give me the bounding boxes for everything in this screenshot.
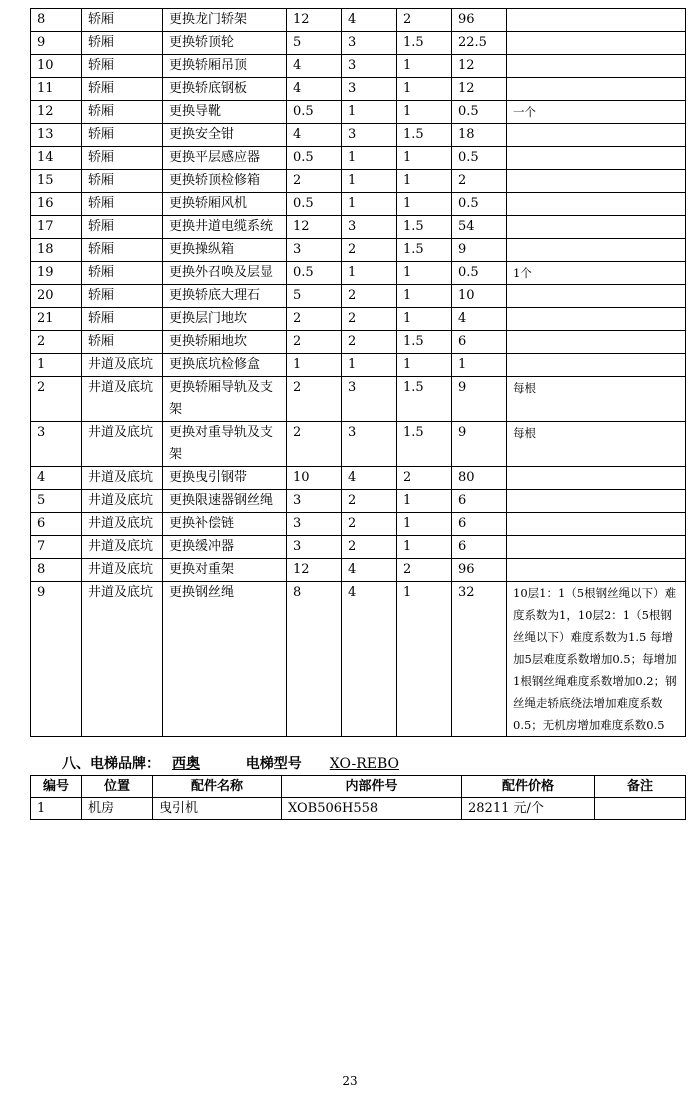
table-row (31, 124, 686, 147)
row-value-c: 1.5 (397, 422, 452, 467)
row-value-a: 3 (287, 513, 342, 536)
row-value-b: 3 (342, 55, 397, 78)
header-part-name: 配件名称 (153, 776, 282, 798)
row-note (507, 354, 686, 377)
row-value-b: 4 (342, 559, 397, 582)
row-value-b: 4 (342, 582, 397, 737)
row-location: 井道及底坑 (82, 422, 163, 467)
row-no: 8 (31, 559, 82, 582)
table-row (31, 559, 686, 582)
table-row (31, 354, 686, 377)
row-note (507, 216, 686, 239)
header-note: 备注 (595, 776, 686, 798)
row-value-a: 3 (287, 239, 342, 262)
row-value-d: 18 (452, 124, 507, 147)
row-location: 轿厢 (82, 193, 163, 216)
row-value-d: 9 (452, 377, 507, 422)
row-value-a: 0.5 (287, 262, 342, 285)
row-value-a: 0.5 (287, 193, 342, 216)
part-number: XOB506H558 (282, 798, 462, 820)
row-no: 7 (31, 536, 82, 559)
row-item: 更换补偿链 (163, 513, 287, 536)
row-note (507, 78, 686, 101)
table-row (31, 798, 686, 820)
part-location: 机房 (82, 798, 153, 820)
row-value-b: 2 (342, 239, 397, 262)
row-location: 井道及底坑 (82, 536, 163, 559)
row-no: 3 (31, 422, 82, 467)
row-no: 13 (31, 124, 82, 147)
row-no: 6 (31, 513, 82, 536)
row-value-b: 1 (342, 354, 397, 377)
row-no: 2 (31, 331, 82, 354)
table-row (31, 193, 686, 216)
row-value-c: 1.5 (397, 331, 452, 354)
table-row (31, 377, 686, 422)
row-value-d: 9 (452, 422, 507, 467)
row-value-a: 5 (287, 285, 342, 308)
row-value-c: 1.5 (397, 239, 452, 262)
model-value: XO-REBO (329, 756, 399, 772)
table-row (31, 262, 686, 285)
row-value-b: 3 (342, 32, 397, 55)
row-value-a: 4 (287, 78, 342, 101)
table-row (31, 422, 686, 467)
row-note (507, 490, 686, 513)
row-value-c: 1 (397, 147, 452, 170)
row-no: 19 (31, 262, 82, 285)
part-no: 1 (31, 798, 82, 820)
row-value-b: 1 (342, 170, 397, 193)
row-item: 更换底坑检修盒 (163, 354, 287, 377)
table-row (31, 513, 686, 536)
row-no: 12 (31, 101, 82, 124)
table-row (31, 536, 686, 559)
table-row (31, 32, 686, 55)
row-item: 更换对重导轨及支架 (163, 422, 287, 467)
row-value-d: 96 (452, 559, 507, 582)
row-value-a: 2 (287, 331, 342, 354)
row-note (507, 55, 686, 78)
row-value-c: 2 (397, 559, 452, 582)
row-value-a: 12 (287, 9, 342, 32)
row-value-a: 4 (287, 124, 342, 147)
row-value-d: 0.5 (452, 193, 507, 216)
row-item: 更换龙门轿架 (163, 9, 287, 32)
row-value-b: 3 (342, 124, 397, 147)
row-note (507, 9, 686, 32)
row-value-a: 3 (287, 536, 342, 559)
row-location: 轿厢 (82, 32, 163, 55)
row-note (507, 285, 686, 308)
row-item: 更换井道电缆系统 (163, 216, 287, 239)
row-no: 20 (31, 285, 82, 308)
row-location: 轿厢 (82, 285, 163, 308)
row-value-c: 1 (397, 536, 452, 559)
row-value-c: 1 (397, 55, 452, 78)
row-value-b: 3 (342, 216, 397, 239)
row-no: 14 (31, 147, 82, 170)
row-value-b: 2 (342, 308, 397, 331)
row-location: 井道及底坑 (82, 559, 163, 582)
row-location: 轿厢 (82, 124, 163, 147)
row-value-a: 1 (287, 354, 342, 377)
row-no: 17 (31, 216, 82, 239)
row-value-b: 3 (342, 78, 397, 101)
row-value-b: 4 (342, 467, 397, 490)
row-note: 10层1：1（5根钢丝绳以下）难度系数为1，10层2：1（5根钢丝绳以下）难度系数为1.5 每增加5层难度系数增加0.5；每增加1根钢丝绳难度系数增加0.2；钢丝绳走轿底绕法增加难度系数0.5；无机房增加难度系数0.5 (507, 582, 686, 737)
row-value-c: 1 (397, 513, 452, 536)
row-item: 更换层门地坎 (163, 308, 287, 331)
row-location: 井道及底坑 (82, 513, 163, 536)
row-value-b: 2 (342, 490, 397, 513)
model-label: 电梯型号 (245, 756, 302, 772)
row-value-c: 1.5 (397, 216, 452, 239)
row-item: 更换限速器钢丝绳 (163, 490, 287, 513)
row-value-a: 0.5 (287, 147, 342, 170)
row-item: 更换轿厢导轨及支架 (163, 377, 287, 422)
row-item: 更换对重架 (163, 559, 287, 582)
row-value-b: 1 (342, 262, 397, 285)
row-value-d: 12 (452, 78, 507, 101)
row-value-c: 2 (397, 467, 452, 490)
row-no: 18 (31, 239, 82, 262)
table-row (31, 216, 686, 239)
row-value-b: 3 (342, 422, 397, 467)
row-item: 更换轿厢风机 (163, 193, 287, 216)
row-location: 井道及底坑 (82, 490, 163, 513)
brand-value: 西奥 (172, 756, 200, 772)
row-item: 更换钢丝绳 (163, 582, 287, 737)
row-item: 更换轿厢地坎 (163, 331, 287, 354)
row-item: 更换轿顶检修箱 (163, 170, 287, 193)
table-row (31, 285, 686, 308)
row-note (507, 124, 686, 147)
row-no: 21 (31, 308, 82, 331)
row-note (507, 513, 686, 536)
row-no: 1 (31, 354, 82, 377)
row-value-d: 80 (452, 467, 507, 490)
row-item: 更换轿顶轮 (163, 32, 287, 55)
row-location: 轿厢 (82, 308, 163, 331)
parts-price-table (30, 775, 686, 820)
row-value-d: 4 (452, 308, 507, 331)
row-no: 11 (31, 78, 82, 101)
row-location: 井道及底坑 (82, 377, 163, 422)
row-value-d: 10 (452, 285, 507, 308)
row-value-b: 2 (342, 285, 397, 308)
row-value-b: 2 (342, 536, 397, 559)
table-row (31, 170, 686, 193)
row-value-c: 1 (397, 285, 452, 308)
section-heading (62, 753, 433, 773)
row-value-c: 1 (397, 582, 452, 737)
row-value-d: 22.5 (452, 32, 507, 55)
table-row (31, 308, 686, 331)
row-location: 轿厢 (82, 239, 163, 262)
row-note (507, 536, 686, 559)
table-row (31, 467, 686, 490)
page-number: 23 (342, 1074, 358, 1088)
row-note (507, 559, 686, 582)
part-name: 曳引机 (153, 798, 282, 820)
row-value-d: 6 (452, 490, 507, 513)
row-location: 轿厢 (82, 101, 163, 124)
table-row (31, 239, 686, 262)
row-value-d: 6 (452, 513, 507, 536)
row-location: 轿厢 (82, 216, 163, 239)
table-row (31, 331, 686, 354)
row-no: 2 (31, 377, 82, 422)
row-no: 5 (31, 490, 82, 513)
row-location: 井道及底坑 (82, 354, 163, 377)
row-note (507, 170, 686, 193)
row-value-a: 2 (287, 377, 342, 422)
row-location: 轿厢 (82, 262, 163, 285)
row-note (507, 239, 686, 262)
row-value-c: 2 (397, 9, 452, 32)
row-value-c: 1.5 (397, 124, 452, 147)
row-value-b: 2 (342, 331, 397, 354)
row-item: 更换轿厢吊顶 (163, 55, 287, 78)
row-note (507, 193, 686, 216)
row-value-b: 4 (342, 9, 397, 32)
table-row (31, 101, 686, 124)
row-note (507, 467, 686, 490)
row-location: 井道及底坑 (82, 582, 163, 737)
row-value-c: 1 (397, 354, 452, 377)
row-value-c: 1 (397, 170, 452, 193)
row-location: 轿厢 (82, 78, 163, 101)
row-value-a: 2 (287, 308, 342, 331)
row-note (507, 32, 686, 55)
row-value-b: 2 (342, 513, 397, 536)
row-note: 1个 (507, 262, 686, 285)
row-value-b: 3 (342, 377, 397, 422)
row-value-a: 0.5 (287, 101, 342, 124)
row-no: 15 (31, 170, 82, 193)
row-location: 轿厢 (82, 147, 163, 170)
header-location: 位置 (82, 776, 153, 798)
row-value-c: 1 (397, 262, 452, 285)
row-no: 9 (31, 582, 82, 737)
row-value-d: 0.5 (452, 262, 507, 285)
row-value-d: 96 (452, 9, 507, 32)
row-value-c: 1.5 (397, 377, 452, 422)
row-value-c: 1 (397, 78, 452, 101)
row-value-d: 6 (452, 331, 507, 354)
header-price: 配件价格 (462, 776, 595, 798)
row-no: 16 (31, 193, 82, 216)
row-note (507, 331, 686, 354)
row-value-a: 3 (287, 490, 342, 513)
row-value-a: 12 (287, 216, 342, 239)
row-value-a: 2 (287, 422, 342, 467)
row-item: 更换缓冲器 (163, 536, 287, 559)
row-value-d: 32 (452, 582, 507, 737)
table-row (31, 582, 686, 737)
row-location: 轿厢 (82, 170, 163, 193)
row-note: 每根 (507, 422, 686, 467)
row-note (507, 308, 686, 331)
part-price: 28211 元/个 (462, 798, 595, 820)
row-no: 10 (31, 55, 82, 78)
row-item: 更换轿底钢板 (163, 78, 287, 101)
row-note: 每根 (507, 377, 686, 422)
row-value-d: 9 (452, 239, 507, 262)
row-value-d: 2 (452, 170, 507, 193)
row-location: 轿厢 (82, 55, 163, 78)
row-value-c: 1 (397, 193, 452, 216)
row-no: 8 (31, 9, 82, 32)
row-item: 更换曳引钢带 (163, 467, 287, 490)
row-location: 轿厢 (82, 9, 163, 32)
row-value-a: 4 (287, 55, 342, 78)
row-value-d: 12 (452, 55, 507, 78)
row-item: 更换平层感应器 (163, 147, 287, 170)
row-value-b: 1 (342, 101, 397, 124)
row-value-a: 8 (287, 582, 342, 737)
row-note (507, 147, 686, 170)
part-note (595, 798, 686, 820)
table-row (31, 147, 686, 170)
row-value-d: 0.5 (452, 101, 507, 124)
table-row (31, 78, 686, 101)
row-no: 9 (31, 32, 82, 55)
row-location: 轿厢 (82, 331, 163, 354)
row-value-d: 54 (452, 216, 507, 239)
header-part-number: 内部件号 (282, 776, 462, 798)
repair-coefficient-table (30, 8, 686, 737)
row-value-d: 6 (452, 536, 507, 559)
row-no: 4 (31, 467, 82, 490)
table-header-row (31, 776, 686, 798)
row-value-b: 1 (342, 193, 397, 216)
row-value-d: 1 (452, 354, 507, 377)
row-value-a: 12 (287, 559, 342, 582)
row-item: 更换外召唤及层显 (163, 262, 287, 285)
row-value-a: 10 (287, 467, 342, 490)
row-item: 更换安全钳 (163, 124, 287, 147)
row-item: 更换导靴 (163, 101, 287, 124)
row-note: 一个 (507, 101, 686, 124)
row-value-c: 1 (397, 101, 452, 124)
row-value-b: 1 (342, 147, 397, 170)
table-row (31, 55, 686, 78)
table-row (31, 9, 686, 32)
row-item: 更换轿底大理石 (163, 285, 287, 308)
row-value-d: 0.5 (452, 147, 507, 170)
row-value-c: 1.5 (397, 32, 452, 55)
row-value-a: 5 (287, 32, 342, 55)
row-value-c: 1 (397, 308, 452, 331)
row-item: 更换操纵箱 (163, 239, 287, 262)
section-title: 八、电梯品牌： (62, 756, 160, 772)
row-location: 井道及底坑 (82, 467, 163, 490)
row-value-c: 1 (397, 490, 452, 513)
table-row (31, 490, 686, 513)
row-value-a: 2 (287, 170, 342, 193)
header-no: 编号 (31, 776, 82, 798)
